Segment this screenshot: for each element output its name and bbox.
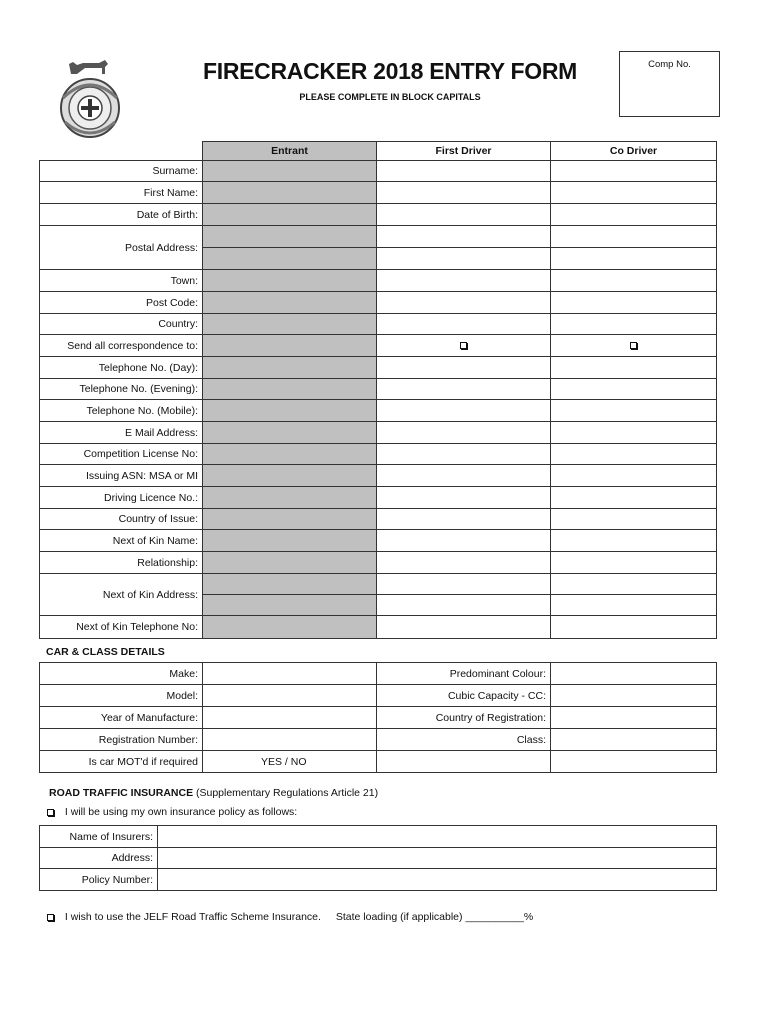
first-driver-telephone-evening-field[interactable] — [377, 379, 551, 400]
entrant-telephone-evening-field[interactable] — [203, 379, 377, 400]
cubic-capacity-field[interactable] — [551, 685, 717, 707]
insurance-table — [39, 825, 717, 891]
form-title: FIRECRACKER 2018 ENTRY FORM — [202, 58, 578, 84]
form-subtitle: PLEASE COMPLETE IN BLOCK CAPITALS — [299, 92, 481, 102]
mot-blank-cell — [377, 751, 551, 773]
label-next-of-kin-name: Next of Kin Name: — [40, 530, 203, 552]
address-line[interactable] — [377, 247, 550, 248]
co-driver-first-name-field[interactable] — [551, 182, 717, 204]
label-next-of-kin-address: Next of Kin Address: — [40, 574, 203, 616]
label-make: Make: — [40, 663, 203, 685]
label-insurance-address: Address: — [40, 848, 158, 869]
first-driver-address-field[interactable] — [377, 226, 551, 270]
car-class-heading: CAR & CLASS DETAILS — [46, 646, 165, 658]
label-first-name: First Name: — [40, 182, 203, 204]
co-driver-next-of-kin-telephone-field[interactable] — [551, 616, 717, 639]
co-driver-telephone-day-field[interactable] — [551, 357, 717, 379]
label-predominant-colour: Predominant Colour: — [377, 663, 551, 685]
first-driver-dob-field[interactable] — [377, 204, 551, 226]
co-driver-next-of-kin-name-field[interactable] — [551, 530, 717, 552]
label-class: Class: — [377, 729, 551, 751]
year-of-manufacture-field[interactable] — [203, 707, 377, 729]
state-loading-field[interactable]: State loading (if applicable) __________% — [335, 911, 534, 923]
entrant-relationship-field[interactable] — [203, 552, 377, 574]
entrant-next-of-kin-address-field[interactable] — [203, 574, 377, 616]
entrant-next-of-kin-name-field[interactable] — [203, 530, 377, 552]
address-line[interactable] — [551, 247, 716, 248]
co-driver-country-of-issue-field[interactable] — [551, 509, 717, 530]
name-of-insurers-field[interactable] — [158, 826, 717, 848]
co-driver-driving-licence-field[interactable] — [551, 487, 717, 509]
column-header-co-driver: Co Driver — [551, 142, 717, 161]
label-send-correspondence: Send all correspondence to: — [40, 335, 203, 357]
co-driver-surname-field[interactable] — [551, 161, 717, 182]
first-driver-next-of-kin-name-field[interactable] — [377, 530, 551, 552]
insurance-heading-bold: ROAD TRAFFIC INSURANCE — [49, 787, 194, 799]
address-line[interactable] — [203, 247, 376, 248]
co-driver-post-code-field[interactable] — [551, 292, 717, 314]
label-cubic-capacity: Cubic Capacity - CC: — [377, 685, 551, 707]
label-postal-address: Postal Address: — [40, 226, 203, 270]
insurance-heading — [49, 787, 378, 799]
co-driver-next-of-kin-address-field[interactable] — [551, 574, 717, 616]
first-driver-issuing-asn-field[interactable] — [377, 465, 551, 487]
label-year-of-manufacture: Year of Manufacture: — [40, 707, 203, 729]
co-driver-correspondence-cell — [551, 335, 717, 357]
entrant-competition-license-field[interactable] — [203, 444, 377, 465]
entrant-first-name-field[interactable] — [203, 182, 377, 204]
first-driver-country-field[interactable] — [377, 314, 551, 335]
model-field[interactable] — [203, 685, 377, 707]
co-driver-relationship-field[interactable] — [551, 552, 717, 574]
header-blank — [40, 142, 203, 161]
first-driver-post-code-field[interactable] — [377, 292, 551, 314]
predominant-colour-field[interactable] — [551, 663, 717, 685]
label-telephone-day: Telephone No. (Day): — [40, 357, 203, 379]
co-driver-address-field[interactable] — [551, 226, 717, 270]
first-driver-email-field[interactable] — [377, 422, 551, 444]
first-driver-competition-license-field[interactable] — [377, 444, 551, 465]
jelf-insurance-option[interactable] — [47, 911, 533, 923]
address-line[interactable] — [203, 594, 376, 595]
entrant-issuing-asn-field[interactable] — [203, 465, 377, 487]
label-country-of-registration: Country of Registration: — [377, 707, 551, 729]
label-competition-license: Competition License No: — [40, 444, 203, 465]
first-driver-correspondence-checkbox[interactable] — [460, 342, 467, 349]
own-insurance-label: I will be using my own insurance policy as follows: — [64, 806, 298, 818]
jelf-insurance-label: I wish to use the JELF Road Traffic Scheme Insurance. — [64, 911, 321, 923]
address-line[interactable] — [551, 594, 716, 595]
insurance-address-field[interactable] — [158, 848, 717, 869]
entrant-correspondence-field[interactable] — [203, 335, 377, 357]
own-insurance-checkbox[interactable] — [47, 809, 54, 816]
co-driver-telephone-evening-field[interactable] — [551, 379, 717, 400]
first-driver-country-of-issue-field[interactable] — [377, 509, 551, 530]
entrant-table — [39, 141, 717, 639]
co-driver-telephone-mobile-field[interactable] — [551, 400, 717, 422]
label-mot: Is car MOT'd if required — [40, 751, 203, 773]
label-next-of-kin-telephone: Next of Kin Telephone No: — [40, 616, 203, 639]
address-line[interactable] — [377, 594, 550, 595]
first-driver-next-of-kin-telephone-field[interactable] — [377, 616, 551, 639]
label-telephone-mobile: Telephone No. (Mobile): — [40, 400, 203, 422]
label-issuing-asn: Issuing ASN: MSA or MI — [40, 465, 203, 487]
country-of-registration-field[interactable] — [551, 707, 717, 729]
comp-no-box[interactable] — [619, 51, 720, 117]
entrant-driving-licence-field[interactable] — [203, 487, 377, 509]
label-country: Country: — [40, 314, 203, 335]
club-emblem-logo — [55, 58, 125, 140]
label-town: Town: — [40, 270, 203, 292]
label-registration-number: Registration Number: — [40, 729, 203, 751]
entrant-post-code-field[interactable] — [203, 292, 377, 314]
entrant-country-field[interactable] — [203, 314, 377, 335]
co-driver-correspondence-checkbox[interactable] — [630, 342, 637, 349]
co-driver-town-field[interactable] — [551, 270, 717, 292]
policy-number-field[interactable] — [158, 869, 717, 891]
first-driver-next-of-kin-address-field[interactable] — [377, 574, 551, 616]
co-driver-country-field[interactable] — [551, 314, 717, 335]
column-header-first-driver: First Driver — [377, 142, 551, 161]
first-driver-telephone-mobile-field[interactable] — [377, 400, 551, 422]
entrant-address-field[interactable] — [203, 226, 377, 270]
label-post-code: Post Code: — [40, 292, 203, 314]
co-driver-email-field[interactable] — [551, 422, 717, 444]
co-driver-dob-field[interactable] — [551, 204, 717, 226]
first-driver-first-name-field[interactable] — [377, 182, 551, 204]
first-driver-relationship-field[interactable] — [377, 552, 551, 574]
label-email: E Mail Address: — [40, 422, 203, 444]
jelf-insurance-checkbox[interactable] — [47, 914, 54, 921]
column-header-entrant: Entrant — [203, 142, 377, 161]
make-field[interactable] — [203, 663, 377, 685]
label-telephone-evening: Telephone No. (Evening): — [40, 379, 203, 400]
mot-yes-no-option[interactable]: YES / NO — [203, 751, 377, 773]
entrant-telephone-day-field[interactable] — [203, 357, 377, 379]
class-field[interactable] — [551, 729, 717, 751]
label-model: Model: — [40, 685, 203, 707]
label-surname: Surname: — [40, 161, 203, 182]
label-date-of-birth: Date of Birth: — [40, 204, 203, 226]
entrant-email-field[interactable] — [203, 422, 377, 444]
car-class-table — [39, 662, 717, 773]
first-driver-surname-field[interactable] — [377, 161, 551, 182]
co-driver-competition-license-field[interactable] — [551, 444, 717, 465]
entrant-next-of-kin-telephone-field[interactable] — [203, 616, 377, 639]
insurance-heading-rest: (Supplementary Regulations Article 21) — [193, 787, 379, 799]
first-driver-telephone-day-field[interactable] — [377, 357, 551, 379]
label-country-of-issue: Country of Issue: — [40, 509, 203, 530]
entrant-dob-field[interactable] — [203, 204, 377, 226]
label-policy-number: Policy Number: — [40, 869, 158, 891]
comp-no-label: Comp No. — [648, 59, 691, 70]
mot-blank-cell-2 — [551, 751, 717, 773]
first-driver-driving-licence-field[interactable] — [377, 487, 551, 509]
registration-number-field[interactable] — [203, 729, 377, 751]
co-driver-issuing-asn-field[interactable] — [551, 465, 717, 487]
first-driver-town-field[interactable] — [377, 270, 551, 292]
entrant-telephone-mobile-field[interactable] — [203, 400, 377, 422]
entrant-town-field[interactable] — [203, 270, 377, 292]
own-insurance-option[interactable] — [47, 806, 297, 818]
label-name-of-insurers: Name of Insurers: — [40, 826, 158, 848]
entrant-country-of-issue-field[interactable] — [203, 509, 377, 530]
entrant-surname-field[interactable] — [203, 161, 377, 182]
label-relationship: Relationship: — [40, 552, 203, 574]
label-driving-licence: Driving Licence No.: — [40, 487, 203, 509]
first-driver-correspondence-cell — [377, 335, 551, 357]
